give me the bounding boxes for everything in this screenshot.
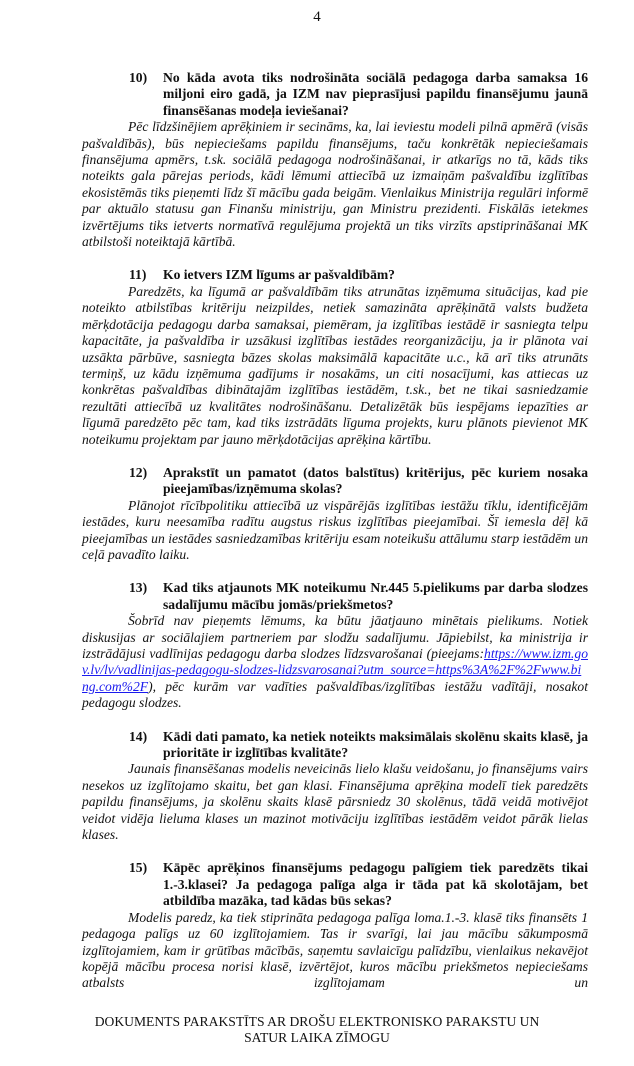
signature-notice [0, 1014, 634, 1066]
question [129, 580, 588, 613]
question-number: 13) [129, 580, 148, 596]
section-12 [82, 465, 588, 563]
question [129, 267, 588, 283]
answer: Plānojot rīcībpolitiku attiecībā uz vispārējās izglītības iestāžu tīklu, identificējām iestādes, kuru neesamība radītu augstus riskus izglītības pieejamībai. Šī iemesla dēļ kā pieejamības un iestādes sasniedzamības kritēriju esam noteikušu attālumu starp iestādēm un ceļā pavadīto laiku. [82, 497, 588, 562]
answer: Pēc līdzšinējiem aprēķiniem ir secināms, ka, lai ieviestu modeli pilnā apmērā (visās pašvaldībās), būs nepieciešams papildu finansējums, taču konkrētāk nepieciešamais finansējuma apmērs, t.sk. sociālā pedagoga nodrošināšanai, ir atkarīgs no tā, kāds tiks noteikts gala pārejas periods, kādi lēmumi attiecībā uz izmaiņām pašvaldību izglītības ekosistēmās tiks pieņemti līdz šī mācību gada beigām. Vienlaikus Ministrija regulāri informē par aktuālo statusu gan Finanšu ministriju, gan Ministru prezidenti. Fiskālās ietekmes izvērtējums tiks ietverts normatīvā regulējuma projektā un tiks virzīts apstiprināšanai MK atbilstoši noteiktajā kārtībā. [82, 119, 588, 250]
question [129, 860, 588, 909]
question [129, 729, 588, 762]
section-15 [82, 860, 588, 991]
answer-text: Šobrīd nav pieņemts lēmums, ka būtu jāatjauno minētais pielikums. Notiek diskusijas ar sociālajiem partneriem par slodžu sadalījumu. Jāpiebilst, ka ministrija ir izstrādājusi vadlīnijas pedagogu darba slodzes līdzsvarošanai (pieejams: [82, 613, 588, 661]
question-text: Ko ietvers IZM līgums ar pašvaldībām? [163, 267, 395, 283]
question-text: Kāpēc aprēķinos finansējums pedagogu palīgiem tiek paredzēts tikai 1.-3.klasei? Ja pedagoga palīga alga ir tāda pat kā skolotājam, bet atbildība mazāka, tad kādas būs sekas? [163, 860, 588, 909]
question-text: Aprakstīt un pamatot (datos balstītus) kritērijus, pēc kuriem nosaka pieejamības/izņēmuma skolas? [163, 464, 588, 497]
question [129, 70, 588, 119]
answer [82, 613, 588, 711]
answer: Paredzēts, ka līgumā ar pašvaldībām tiks atrunātas izņēmuma situācijas, kad pie noteikto atbilstības kritēriju neizpildes, netiek samazināta aprēķinātā valsts budžeta mērķdotācija pedagogu darba samaksai, piemēram, ja izglītības iestādē ir sasniegta telpu kapacitāte, ja pašvaldība ir uzsākusi izglītības iestādes reorganizāciju, ja ir plānota vai uzsākta pārbūve, sasniegta bāzes skolas maksimālā kapacitāte u.c., kā arī tiks atrunāts termiņš, uz kādu izņēmuma gadījums ir nosakāms, un citi nosacījumi, kas attiecas uz konkrētas pašvaldības dibinātajām izglītības iestādēm, t.sk., bet ne tikai sasniedzamie rezultāti attiecībā uz kvalitātes nodrošināšanu. Detalizētāk būs iespējams iepazīties ar līgumā paredzēto pēc tam, kad tiks izstrādāts līguma projekts, kuru plānots pievienot MK noteikumu projektam par jauno mērķdotācijas aprēķina kārtību. [82, 283, 588, 447]
question-number: 10) [129, 70, 148, 85]
guidelines-link[interactable]: https://www.izm.gov.lv/lv/vadlinijas-pedagogu-slodzes-lidzsvarosanai?utm_source=https%3A%2F%2Fwww.bing.com%2F [82, 646, 588, 694]
question-number: 15) [129, 860, 148, 876]
section-14 [82, 729, 588, 844]
page-number: 4 [313, 9, 321, 25]
signature-notice-line: DOKUMENTS PARAKSTĪTS AR DROŠU ELEKTRONISKO PARAKSTU UN [94, 1013, 540, 1029]
signature-notice-line: SATUR LAIKA ZĪMOGU [244, 1029, 390, 1045]
question-number: 12) [129, 464, 148, 480]
section-11 [82, 267, 588, 447]
question-number: 14) [129, 728, 148, 744]
document-body [82, 70, 588, 992]
question-number: 11) [129, 267, 147, 283]
answer: Modelis paredz, ka tiek stiprināta pedagoga palīga loma.1.-3. klasē tiks finansēts 1 pedagoga palīgs uz 60 izglītojamiem. Tas ir svarīgi, lai jau mācību sākumposmā izglītojamiem, kam ir grūtības mācībās, saņemtu savlaicīgu palīdzību, vienlaikus nekavējot kopējā mācību procesa norisi klasē, izvērtējot, kuros mācību priekšmetos nepieciešams atbalsts izglītojamam un [82, 909, 588, 991]
question-text: No kāda avota tiks nodrošināta sociālā pedagoga darba samaksa 16 miljoni eiro gadā, ja IZM nav pieprasījusi papildu finansējumu jaunā finansēšanas modeļa ieviešanai? [163, 70, 588, 118]
section-10 [82, 70, 588, 250]
answer-text: ), pēc kurām var vadīties pašvaldības/izglītības iestāžu vadītāji, nosakot pedagogu slodzes. [82, 678, 588, 711]
section-13 [82, 580, 588, 711]
question [129, 465, 588, 498]
answer: Jaunais finansēšanas modelis neveicinās lielo klašu veidošanu, jo finansējums vairs nesekos uz izglītojamo skaitu, bet gan klasi. Finansējuma aprēķina modelī tiek paredzēts papildu finansējums, ja skolēnu skaits klasē pārsniedz 30 skolēnus, tādā veidā motivējot veidot vidēja lieluma klases un mazinot motivāciju izglītības iestādēm veidot pārāk lielas klases. [82, 761, 588, 843]
question-text: Kādi dati pamato, ka netiek noteikts maksimālais skolēnu skaits klasē, ja prioritāte ir izglītības kvalitāte? [163, 728, 588, 761]
question-text: Kad tiks atjaunots MK noteikumu Nr.445 5.pielikums par darba slodzes sadalījumu mācību jomās/priekšmetos? [163, 580, 588, 612]
